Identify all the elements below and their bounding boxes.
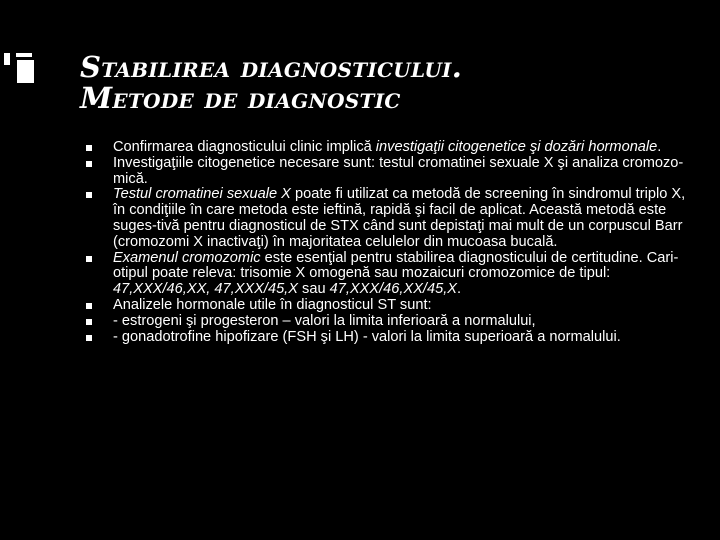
bullet-marker-icon: [86, 256, 92, 262]
bullet-marker-icon: [86, 335, 92, 341]
bullet-item: [86, 298, 690, 314]
bullet-text: .: [457, 281, 462, 298]
bullet-item: [86, 187, 690, 250]
decor-bar-top: [16, 53, 32, 57]
bullet-text-italic: Testul cromatinei sexuale X: [113, 186, 291, 203]
bullet-text-italic: 47,XXX/46,XX/45,X: [329, 281, 457, 298]
bullet-marker-icon: [86, 192, 92, 198]
bullet-marker-icon: [86, 161, 92, 167]
bullet-text: poate fi utilizat ca metodă de screening în sindromul triplo X, în condiţiile în care metoda este ieftină, rapidă şi facil de aplicat. Această metodă este suges-tivă pentru diagnosticul de STX când sunt depistaţi mai mult de un corpuscul Barr (cromozomi X inactivaţi) în majoritatea celulelor din mucoasa bucală.: [113, 186, 686, 250]
bullet-marker-icon: [86, 319, 92, 325]
bullet-text: .: [657, 139, 662, 155]
slide-title-line1: Stabilirea diagnosticului.: [80, 50, 463, 84]
bullet-item: [86, 156, 690, 188]
bullet-marker-icon: [86, 303, 92, 309]
bullet-marker-icon: [86, 145, 92, 151]
slide-title: [80, 52, 700, 114]
bullet-text: Analizele hormonale utile în diagnosticul ST sunt:: [113, 296, 432, 313]
bullet-list: [86, 140, 690, 345]
decor-bar-thin: [4, 53, 10, 65]
bullet-item: [86, 140, 690, 156]
bullet-text-italic: Examenul cromozomic: [113, 249, 261, 266]
bullet-item: [86, 314, 690, 330]
bullet-text: sau: [297, 281, 330, 298]
bullet-text-italic: 47,XXX/46,XX, 47,XXX/45,X: [113, 281, 298, 298]
bullet-text: - gonadotrofine hipofizare (FSH şi LH) - valori la limita superioară a normalului.: [113, 328, 621, 345]
bullet-item: [86, 330, 690, 346]
bullet-text: - estrogeni şi progesteron – valori la limita inferioară a normalului,: [113, 312, 536, 329]
bullet-item: [86, 251, 690, 298]
bullet-text-italic: investigaţii citogenetice şi dozări hormonale: [375, 139, 658, 155]
bullet-text: Confirmarea diagnosticului clinic implică: [113, 139, 376, 155]
slide-title-line2: Metode de diagnostic: [80, 81, 401, 115]
decor-bar-thick: [17, 60, 34, 83]
bullet-text: Investigaţiile citogenetice necesare sunt: testul cromatinei sexuale X şi analiza cromozo-mică.: [113, 154, 684, 187]
bullet-text: este esenţial pentru stabilirea diagnosticului de certitudine. Cari-otipul poate releva: trisomie X omogenă sau mozaicuri cromozomice de tipul:: [113, 249, 679, 282]
